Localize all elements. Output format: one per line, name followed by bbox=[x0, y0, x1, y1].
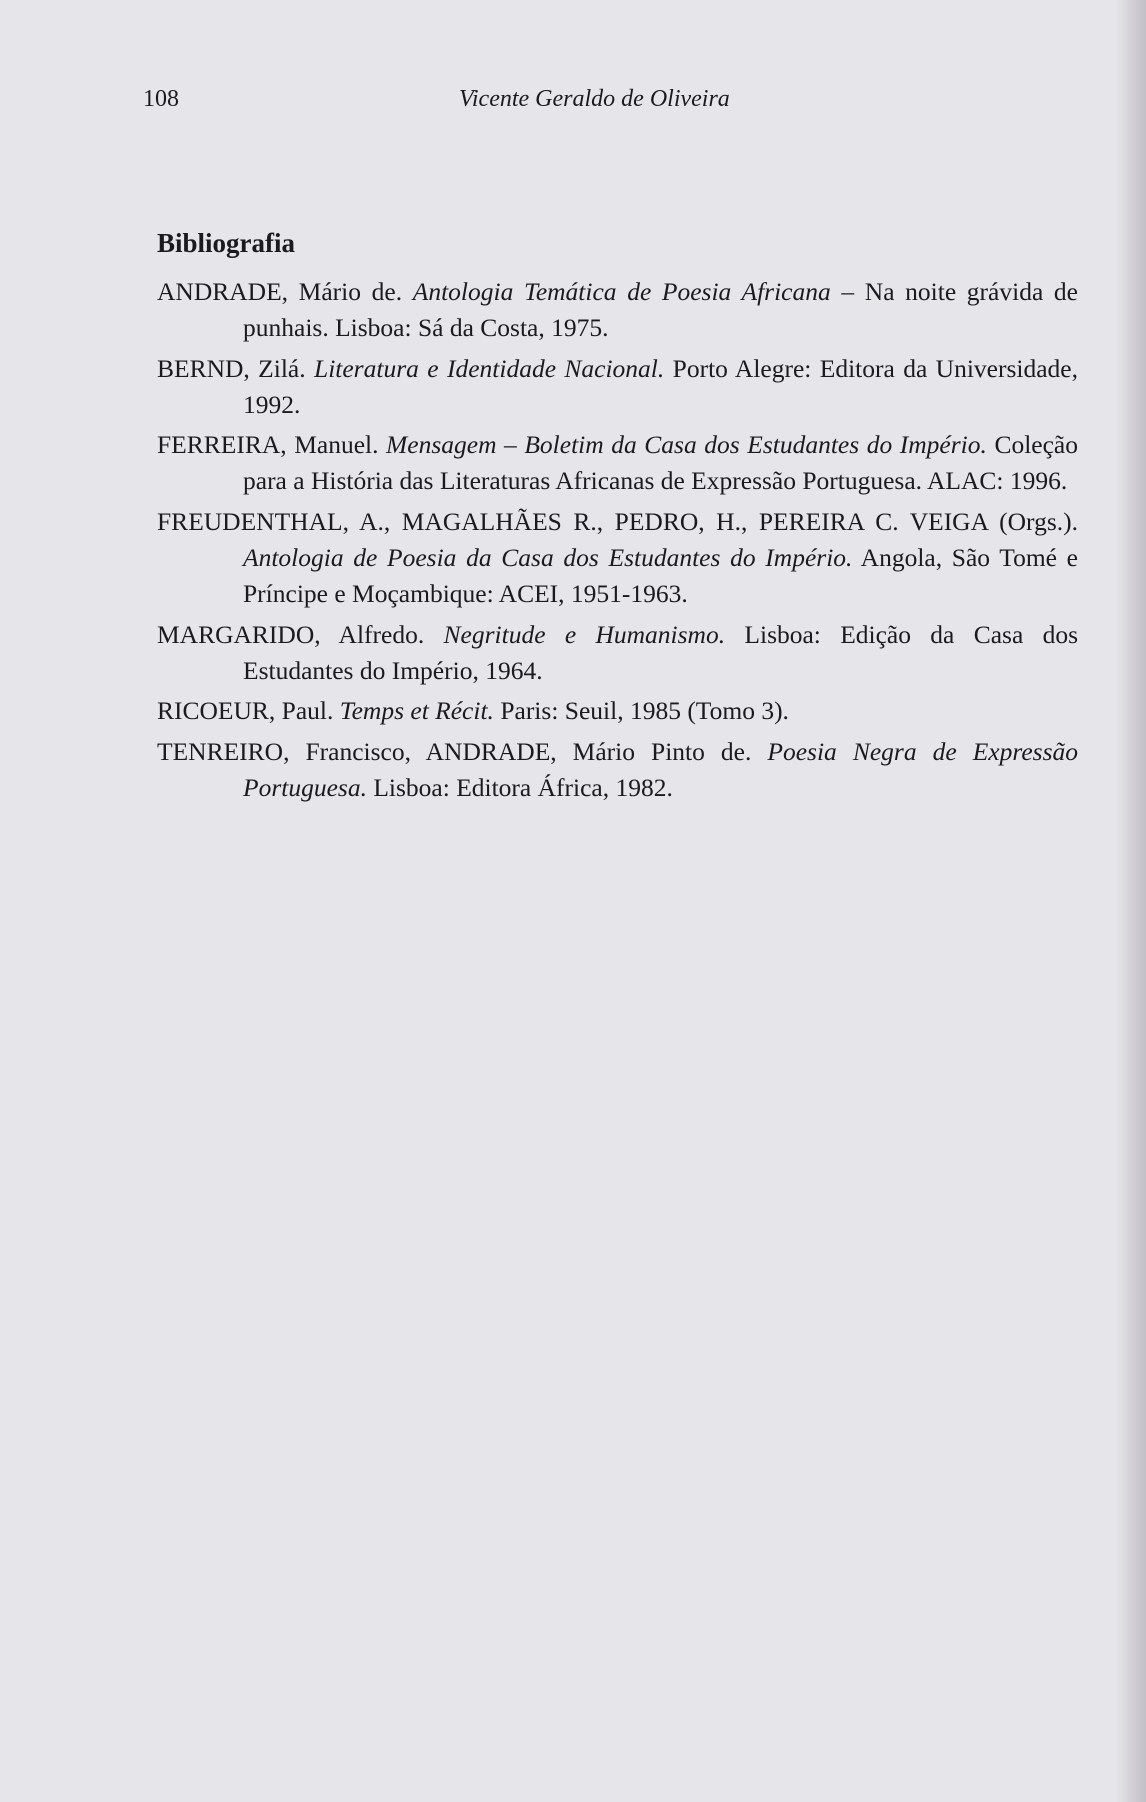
page-header bbox=[143, 86, 1073, 116]
entry-title: Poesia Negra de Expressão Portuguesa. bbox=[243, 736, 1078, 802]
entry-author: TENREIRO, Francisco, ANDRADE, Mário Pinto de. bbox=[157, 736, 768, 766]
entry-title: Antologia Temática de Poesia Africana bbox=[412, 277, 831, 306]
entry-details: Angola, São Tomé e Príncipe e Moçambique: ACEI, 1951-1963. bbox=[243, 543, 1078, 609]
entry-author: RICOEUR, Paul. bbox=[157, 696, 340, 726]
entry-author: MARGARIDO, Alfredo. bbox=[157, 619, 444, 649]
bibliography-entry bbox=[157, 274, 1078, 347]
entry-details: Lisboa: Editora África, 1982. bbox=[366, 772, 673, 802]
entry-details: Lisboa: Edição da Casa dos Estudantes do Império, 1964. bbox=[243, 619, 1078, 685]
entry-author: BERND, Zilá. bbox=[157, 353, 315, 383]
bibliography-entry bbox=[157, 693, 1078, 729]
entry-title: Negritude e Humanismo. bbox=[443, 619, 726, 649]
entry-title: Literatura e Identidade Nacional. bbox=[314, 353, 665, 383]
entry-details: – Na noite grávida de punhais. Lisboa: Sá da Costa, 1975. bbox=[243, 277, 1078, 343]
entry-details: Porto Alegre: Editora da Universidade, 1992. bbox=[243, 353, 1078, 419]
bibliography-entry bbox=[157, 734, 1078, 807]
running-title: Vicente Geraldo de Oliveira bbox=[459, 86, 730, 112]
page-edge-shadow bbox=[1116, 0, 1146, 1802]
entry-title: Temps et Récit. bbox=[339, 696, 494, 726]
bibliography-entry bbox=[157, 617, 1078, 690]
entry-details: Paris: Seuil, 1985 (Tomo 3). bbox=[493, 696, 789, 726]
page-number: 108 bbox=[143, 86, 179, 112]
bibliography-entry bbox=[157, 351, 1078, 424]
entry-author: FREUDENTHAL, A., MAGALHÃES R., PEDRO, H., PEREIRA C. VEIGA (Orgs.). bbox=[157, 506, 1078, 536]
entry-title: Mensagem – Boletim da Casa dos Estudantes do Império. bbox=[386, 430, 987, 460]
bibliography-list bbox=[157, 274, 1078, 810]
entry-details: Coleção para a História das Literaturas Africanas de Expressão Portuguesa. ALAC: 1996. bbox=[243, 430, 1078, 496]
section-title: Bibliografia bbox=[157, 228, 296, 258]
bibliography-entry bbox=[157, 427, 1078, 500]
entry-author: ANDRADE, Mário de. bbox=[157, 277, 413, 306]
entry-author: FERREIRA, Manuel. bbox=[157, 430, 387, 460]
entry-title: Antologia de Poesia da Casa dos Estudantes do Império. bbox=[243, 543, 853, 573]
bibliography-entry bbox=[157, 504, 1078, 613]
